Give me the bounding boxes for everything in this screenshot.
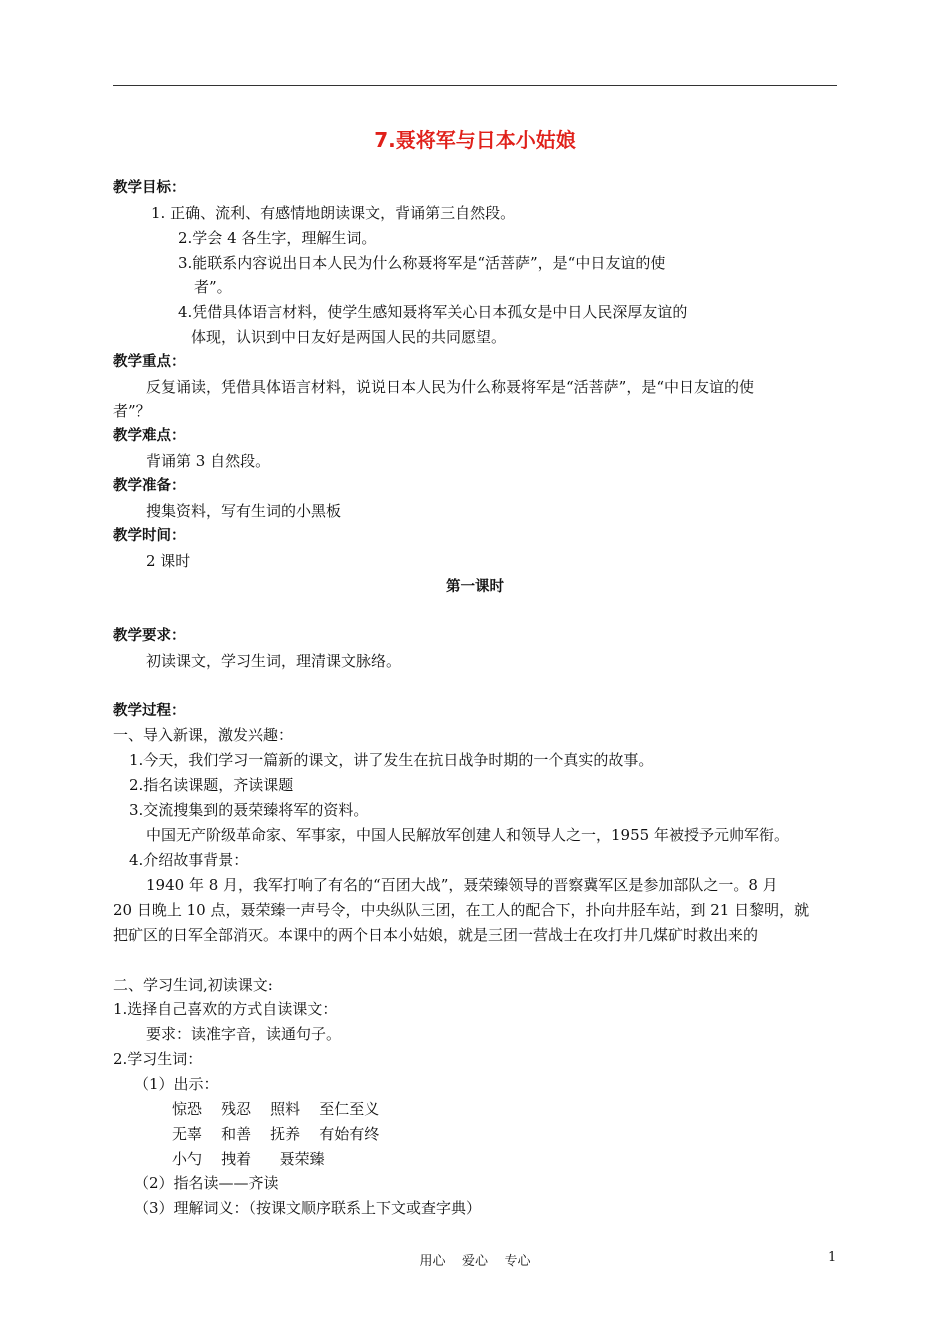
difficulty-heading: 教学难点： xyxy=(113,428,186,444)
requirements-heading: 教学要求： xyxy=(113,628,186,644)
time-text: 2 课时 xyxy=(146,552,191,570)
vocab-row-2: 无辜 和善 抚养 有始有终 xyxy=(172,1125,380,1143)
objective-item-4: 4.凭借具体语言材料，使学生感知聂将军关心日本孤女是中日人民深厚友谊的 xyxy=(178,303,688,321)
background-line-3: 把矿区的日军全部消灭。本课中的两个日本小姑娘，就是三团一营战士在攻打井几煤矿时救出来的 xyxy=(113,926,759,944)
lesson-title: 7.聂将军与日本小姑娘 xyxy=(374,128,576,152)
part-1-item-4: 4.介绍故事背景： xyxy=(129,851,249,869)
key-points-heading: 教学重点： xyxy=(113,354,186,370)
key-points-line-2: 者”？ xyxy=(113,402,151,420)
objective-item-4-cont: 体现，认识到中日友好是两国人民的共同愿望。 xyxy=(191,328,507,346)
preparation-text: 搜集资料，写有生词的小黑板 xyxy=(146,502,342,520)
requirements-text: 初读课文，学习生词，理清课文脉络。 xyxy=(146,652,402,670)
part-2-step-2: （2）指名读——齐读 xyxy=(134,1174,279,1192)
objectives-heading: 教学目标： xyxy=(113,180,186,196)
part-1-item-3: 3.交流搜集到的聂荣臻将军的资料。 xyxy=(129,801,369,819)
part-1-item-3-detail: 中国无产阶级革命家、军事家，中国人民解放军创建人和领导人之一，1955 年被授予元帅军衔。 xyxy=(146,826,789,844)
background-line-1: 1940 年 8 月，我军打响了有名的“百团大战”，聂荣臻领导的晋察冀军区是参加部队之一。8 月 xyxy=(146,876,778,894)
time-heading: 教学时间： xyxy=(113,528,186,544)
background-line-2: 20 日晚上 10 点，聂荣臻一声号令，中央纵队三团，在工人的配合下，扑向井胫车站，到 21 日黎明，就 xyxy=(113,901,810,919)
part-1-item-1: 1.今天，我们学习一篇新的课文，讲了发生在抗日战争时期的一个真实的故事。 xyxy=(129,751,654,769)
page-number: 1 xyxy=(828,1250,837,1265)
part-2-step-3: （3）理解词义：（按课文顺序联系上下文或查字典） xyxy=(134,1199,482,1217)
objective-item-3: 3.能联系内容说出日本人民为什么称聂将军是“活菩萨”，是“中日友谊的使 xyxy=(178,254,666,272)
part-2-step-1: （1）出示： xyxy=(134,1075,219,1093)
objective-item-1: 1. 正确、流利、有感情地朗读课文，背诵第三自然段。 xyxy=(151,204,516,222)
part-2-item-2: 2.学习生词： xyxy=(113,1050,203,1068)
vocab-row-3: 小勺 拽着 聂荣臻 xyxy=(172,1150,325,1168)
lesson1-heading: 第一课时 xyxy=(446,579,504,595)
key-points-line-1: 反复诵读，凭借具体语言材料，说说日本人民为什么称聂将军是“活菩萨”，是“中日友谊的使 xyxy=(146,378,755,396)
part-1-heading: 一、导入新课，激发兴趣： xyxy=(113,726,294,744)
part-2-heading: 二、学习生词,初读课文: xyxy=(113,976,273,994)
vocab-row-1: 惊恐 残忍 照料 至仁至义 xyxy=(172,1100,380,1118)
objective-item-3-cont: 者”。 xyxy=(194,278,232,296)
header-rule xyxy=(113,85,837,86)
part-2-item-1-req: 要求：读准字音，读通句子。 xyxy=(146,1025,342,1043)
part-1-item-2: 2.指名读课题，齐读课题 xyxy=(129,776,294,794)
difficulty-text: 背诵第 3 自然段。 xyxy=(146,452,271,470)
part-2-item-1: 1.选择自己喜欢的方式自读课文： xyxy=(113,1000,338,1018)
objective-item-2: 2.学会 4 各生字，理解生词。 xyxy=(178,229,377,247)
process-heading: 教学过程： xyxy=(113,703,186,719)
preparation-heading: 教学准备： xyxy=(113,478,186,494)
footer-motto: 用心 爱心 专心 xyxy=(419,1254,531,1269)
